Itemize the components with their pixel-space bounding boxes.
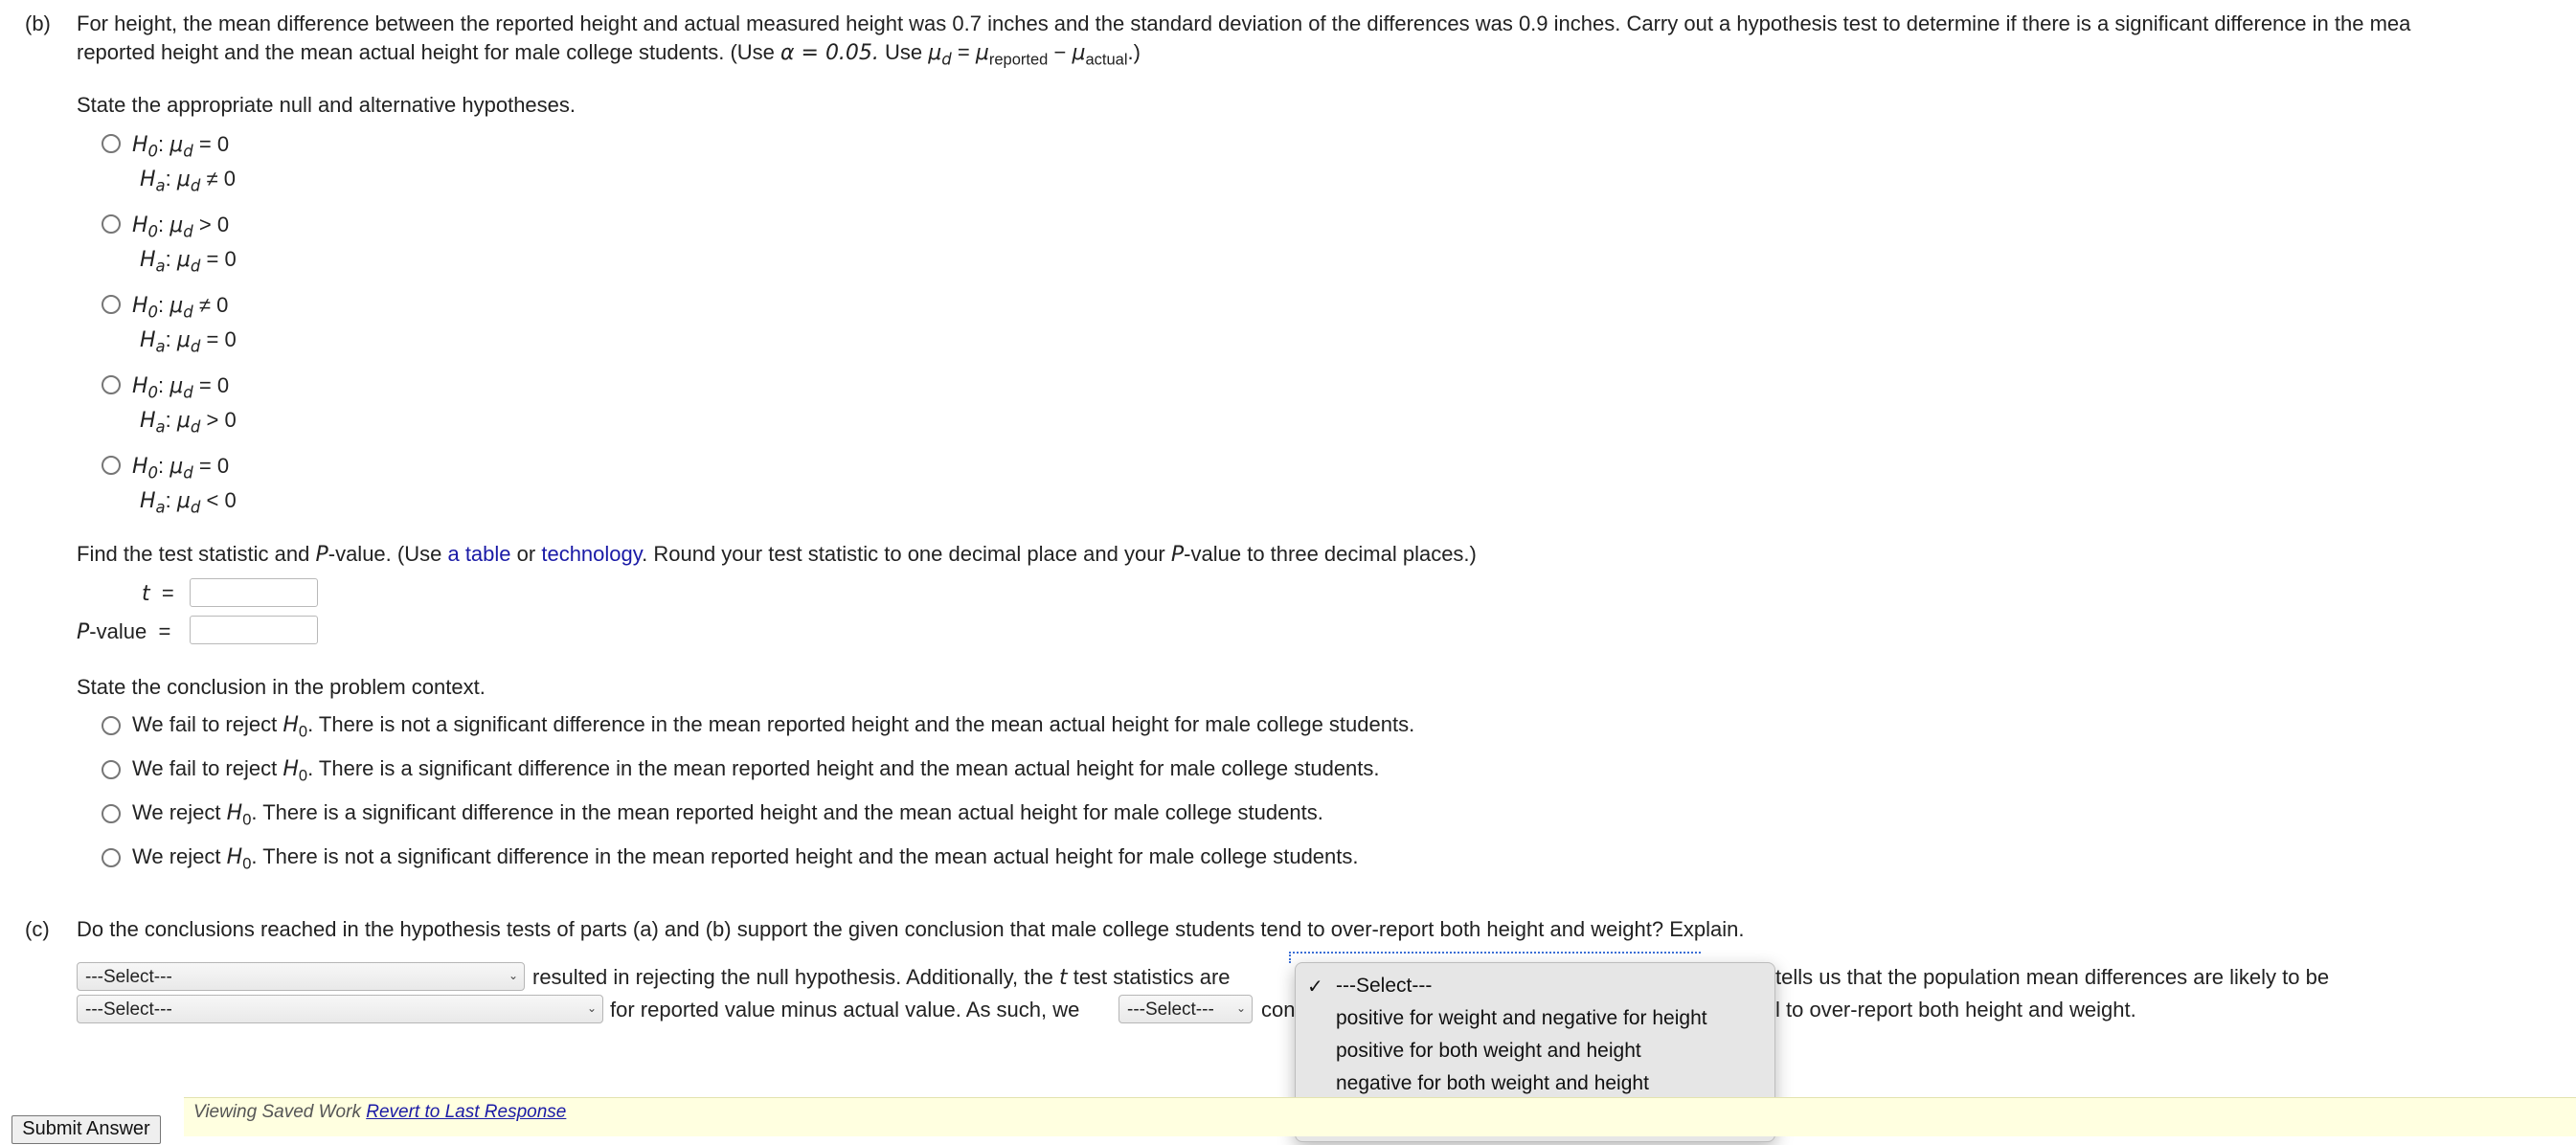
hypothesis-radio[interactable] xyxy=(102,456,121,475)
submit-answer-button[interactable]: Submit Answer xyxy=(11,1115,161,1144)
select-sign-direction[interactable]: ---Select--- ⌄ xyxy=(77,995,603,1023)
chevron-down-icon: ⌄ xyxy=(1235,1001,1246,1015)
select-conclusion-part[interactable]: ---Select--- ⌄ xyxy=(77,962,525,991)
part-c-text3: tells us that the population mean differences are likely to be xyxy=(1775,965,2330,989)
part-c-label: (c) xyxy=(25,917,50,941)
hypothesis-radio[interactable] xyxy=(102,295,121,314)
ha-statement: $H_a$: $\mu_d \ne 0$ xyxy=(140,167,236,195)
h0-statement: $H_0$: $\mu_d \ne 0$ xyxy=(132,293,229,322)
conclusion-text: We fail to reject $H_0$. There is a significant difference in the mean reported height and the mean actual height for male college students. xyxy=(132,756,1380,785)
part-c-text5: con xyxy=(1261,998,1296,1022)
part-b-question-line2: reported height and the mean actual height for male college students. (Use α = 0.05. Use $\mu_d = \mu_{reported} - \mu_{actual}$.) xyxy=(77,40,1141,69)
part-c-text4: for reported value minus actual value. As such, we xyxy=(610,998,1080,1022)
part-c-text1: resulted in rejecting the null hypothesis. Additionally, the t test statistics are xyxy=(532,965,1231,990)
t-label: t = xyxy=(142,581,174,606)
conclusion-prompt: State the conclusion in the problem context. xyxy=(77,675,486,699)
ha-statement: $H_a$: $\mu_d < 0$ xyxy=(140,488,237,517)
table-link[interactable]: a table xyxy=(447,542,511,566)
hypothesis-radio[interactable] xyxy=(102,214,121,234)
revert-link[interactable]: Revert to Last Response xyxy=(366,1102,567,1122)
ha-statement: $H_a$: $\mu_d = 0$ xyxy=(140,247,237,276)
ha-statement: $H_a$: $\mu_d > 0$ xyxy=(140,408,237,437)
test-stat-prompt: Find the test statistic and P-value. (Use a table or technology. Round your test statistic to one decimal place and your P-value to three decimal places.) xyxy=(77,542,1477,567)
ha-statement: $H_a$: $\mu_d = 0$ xyxy=(140,327,237,356)
conclusion-text: We fail to reject $H_0$. There is not a significant difference in the mean reported height and the mean actual height for male college students. xyxy=(132,712,1415,741)
h0-statement: $H_0$: $\mu_d > 0$ xyxy=(132,213,230,241)
p-value-input[interactable] xyxy=(190,616,318,644)
select-decision[interactable]: ---Select--- ⌄ xyxy=(1119,995,1253,1023)
part-c-text6: l to over-report both height and weight. xyxy=(1775,998,2136,1022)
hypothesis-radio[interactable] xyxy=(102,134,121,153)
p-value-label: P-value = xyxy=(77,619,171,644)
dropdown-option[interactable]: positive for both weight and height xyxy=(1336,1040,1641,1062)
conclusion-radio[interactable] xyxy=(102,716,121,735)
h0-statement: $H_0$: $\mu_d = 0$ xyxy=(132,132,230,161)
dropdown-option[interactable]: positive for weight and negative for height xyxy=(1336,1007,1707,1029)
hypothesis-radio[interactable] xyxy=(102,375,121,394)
hypotheses-prompt: State the appropriate null and alternative hypotheses. xyxy=(77,93,576,117)
conclusion-text: We reject $H_0$. There is not a significant difference in the mean reported height and the mean actual height for male college students. xyxy=(132,844,1359,873)
dropdown-option[interactable]: negative for both weight and height xyxy=(1336,1072,1649,1094)
saved-work-text: Viewing Saved Work xyxy=(193,1102,361,1122)
part-b-label: (b) xyxy=(25,11,51,35)
dropdown-option[interactable]: ---Select--- xyxy=(1336,975,1433,997)
chevron-down-icon: ⌄ xyxy=(508,969,518,982)
conclusion-text: We reject $H_0$. There is a significant difference in the mean reported height and the mean actual height for male college students. xyxy=(132,800,1323,829)
conclusion-radio[interactable] xyxy=(102,760,121,779)
checkmark-icon: ✓ xyxy=(1307,977,1323,998)
conclusion-radio[interactable] xyxy=(102,804,121,823)
chevron-down-icon: ⌄ xyxy=(586,1001,597,1015)
saved-work-bar xyxy=(184,1097,2576,1136)
h0-statement: $H_0$: $\mu_d = 0$ xyxy=(132,373,230,402)
t-statistic-input[interactable] xyxy=(190,578,318,607)
part-c-question: Do the conclusions reached in the hypothesis tests of parts (a) and (b) support the given conclusion that male college students tend to over-report both height and weight? Explain. xyxy=(77,917,1745,941)
technology-link[interactable]: technology xyxy=(541,542,643,566)
part-b-question-line1: For height, the mean difference between the reported height and actual measured height was 0.7 inches and the standard deviation of the differences was 0.9 inches. Carry out a hypothesis test to determine if there is a significant difference in the mea xyxy=(77,11,2411,35)
conclusion-radio[interactable] xyxy=(102,848,121,867)
h0-statement: $H_0$: $\mu_d = 0$ xyxy=(132,454,230,483)
